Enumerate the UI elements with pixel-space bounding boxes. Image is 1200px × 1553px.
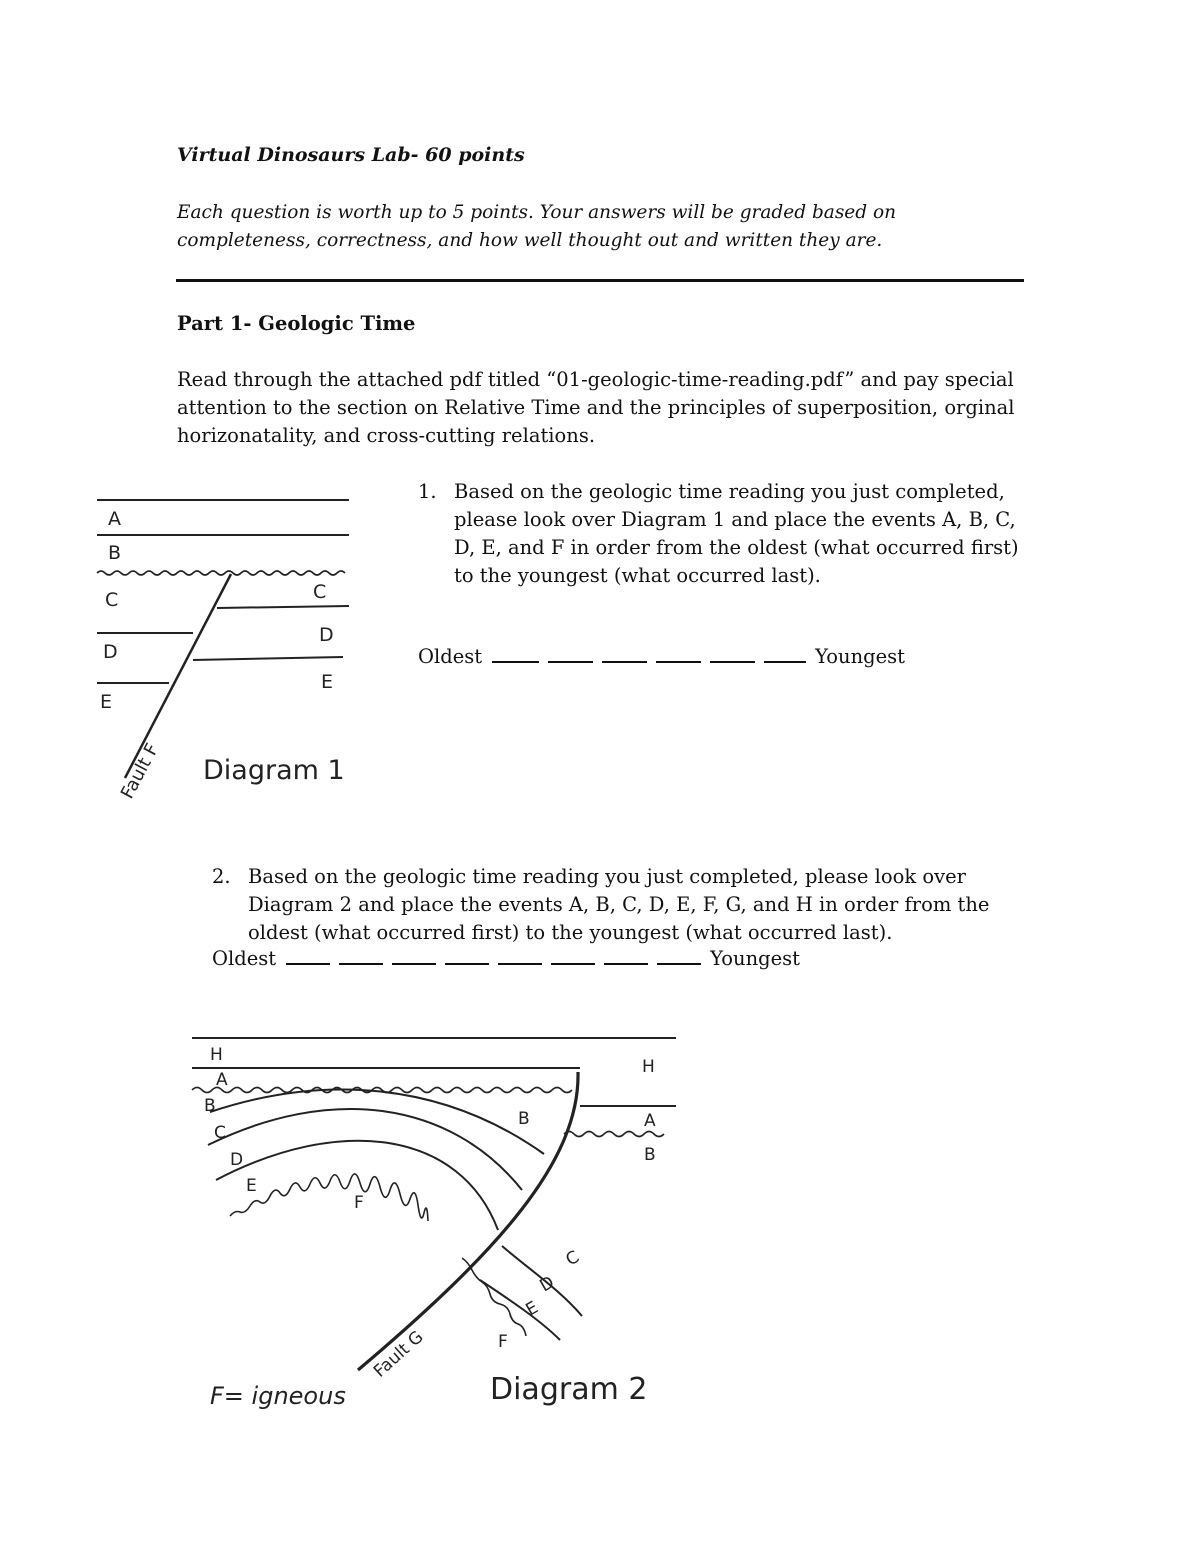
diagram1-label-left: D [103, 641, 118, 663]
question-2 [212, 863, 1012, 953]
diagram2-label-left: H [210, 1045, 223, 1065]
diagram1-label-left: A [108, 508, 121, 530]
question-2-oldest-label: Oldest [212, 947, 277, 970]
diagram1-label-right: E [321, 671, 334, 693]
diagram2-label-left: A [216, 1070, 228, 1090]
diagram2-label-left: E [246, 1176, 257, 1196]
question-2-youngest-label: Youngest [710, 947, 800, 970]
diagram-1 [85, 478, 375, 818]
question-2-text [248, 863, 989, 947]
diagram2-fault-label: Fault G [369, 1327, 428, 1382]
question-1-line-1: Based on the geologic time reading you just completed, [454, 480, 1005, 503]
diagram2-label-left: D [230, 1150, 244, 1170]
diagram1-layer-line [193, 657, 343, 660]
reading-line-3: horizonatality, and cross-cutting relations. [177, 424, 596, 447]
instructions-line-2: completeness, correctness, and how well thought out and written they are. [177, 230, 883, 251]
diagram2-label-lower-right: D [536, 1272, 558, 1297]
question-1-oldest-label: Oldest [418, 645, 483, 668]
question-2-answer-line [212, 946, 800, 970]
question-2-line-3: oldest (what occurred first) to the youngest (what occurred last). [248, 921, 893, 944]
answer-blank[interactable] [498, 946, 542, 965]
diagram2-igneous-contact [462, 1258, 526, 1336]
question-1 [418, 478, 1038, 598]
answer-blank[interactable] [602, 644, 647, 663]
question-2-line-2: Diagram 2 and place the events A, B, C, D, E, F, G, and H in order from the [248, 893, 990, 916]
question-1-answer-line [418, 644, 905, 668]
answer-blank[interactable] [339, 946, 383, 965]
answer-blank[interactable] [656, 644, 701, 663]
question-1-number: 1. [418, 480, 437, 503]
diagram1-label-left: E [100, 691, 113, 713]
diagram2-fold-layer [210, 1089, 544, 1154]
instructions [177, 199, 1017, 255]
question-1-text [454, 478, 1019, 590]
question-1-line-2: please look over Diagram 1 and place the events A, B, C, [454, 508, 1016, 531]
diagram2-caption: Diagram 2 [490, 1372, 648, 1407]
answer-blank[interactable] [392, 946, 436, 965]
reading-instructions [177, 366, 1037, 450]
answer-blank[interactable] [445, 946, 489, 965]
diagram2-label-left: C [214, 1123, 226, 1143]
answer-blank[interactable] [551, 946, 595, 965]
diagram1-label-left: C [105, 589, 119, 611]
diagram1-unconformity [97, 571, 345, 575]
diagram1-label-right: C [313, 581, 327, 603]
horizontal-divider [176, 279, 1024, 282]
diagram1-layer-line [217, 606, 349, 608]
answer-blank[interactable] [604, 946, 648, 965]
answer-blank[interactable] [492, 644, 539, 663]
diagram-2 [180, 1020, 700, 1420]
question-1-line-4: to the youngest (what occurred last). [454, 564, 821, 587]
question-2-line-1: Based on the geologic time reading you just completed, please look over [248, 865, 966, 888]
answer-blank[interactable] [764, 644, 806, 663]
diagram2-label-right-top: A [644, 1111, 656, 1131]
diagram1-caption: Diagram 1 [203, 755, 345, 786]
diagram2-fold-layer [216, 1141, 498, 1230]
answer-blank[interactable] [710, 644, 755, 663]
diagram2-unconformity [564, 1132, 664, 1137]
diagram2-note: F= igneous [210, 1382, 346, 1410]
reading-line-2: attention to the section on Relative Time and the principles of superposition, orginal [177, 396, 1015, 419]
question-1-line-3: D, E, and F in order from the oldest (what occurred first) [454, 536, 1019, 559]
diagram2-label-left: F [354, 1193, 364, 1213]
question-1-youngest-label: Youngest [815, 645, 905, 668]
answer-blank[interactable] [286, 946, 330, 965]
diagram1-label-left: B [108, 542, 122, 564]
diagram1-label-right: D [319, 624, 334, 646]
diagram2-label-lower-right: F [498, 1332, 508, 1352]
question-2-number: 2. [212, 865, 231, 888]
diagram2-label-right-top: H [642, 1057, 655, 1077]
diagram2-igneous-contact [230, 1174, 428, 1221]
document-title: Virtual Dinosaurs Lab- 60 points [177, 144, 525, 166]
part-heading: Part 1- Geologic Time [177, 312, 416, 335]
diagram2-label-right-top: B [644, 1145, 656, 1165]
answer-blank[interactable] [657, 946, 701, 965]
answer-blank[interactable] [548, 644, 593, 663]
diagram2-label-left: B [204, 1096, 216, 1116]
diagram2-label-lower-right: E [522, 1297, 542, 1321]
diagram1-fault-label: Fault F [116, 740, 164, 803]
reading-line-1: Read through the attached pdf titled “01-geologic-time-reading.pdf” and pay special [177, 368, 1014, 391]
diagram2-label-center: B [518, 1109, 530, 1129]
diagram2-label-lower-right: C [562, 1247, 583, 1271]
instructions-line-1: Each question is worth up to 5 points. Your answers will be graded based on [177, 202, 897, 223]
